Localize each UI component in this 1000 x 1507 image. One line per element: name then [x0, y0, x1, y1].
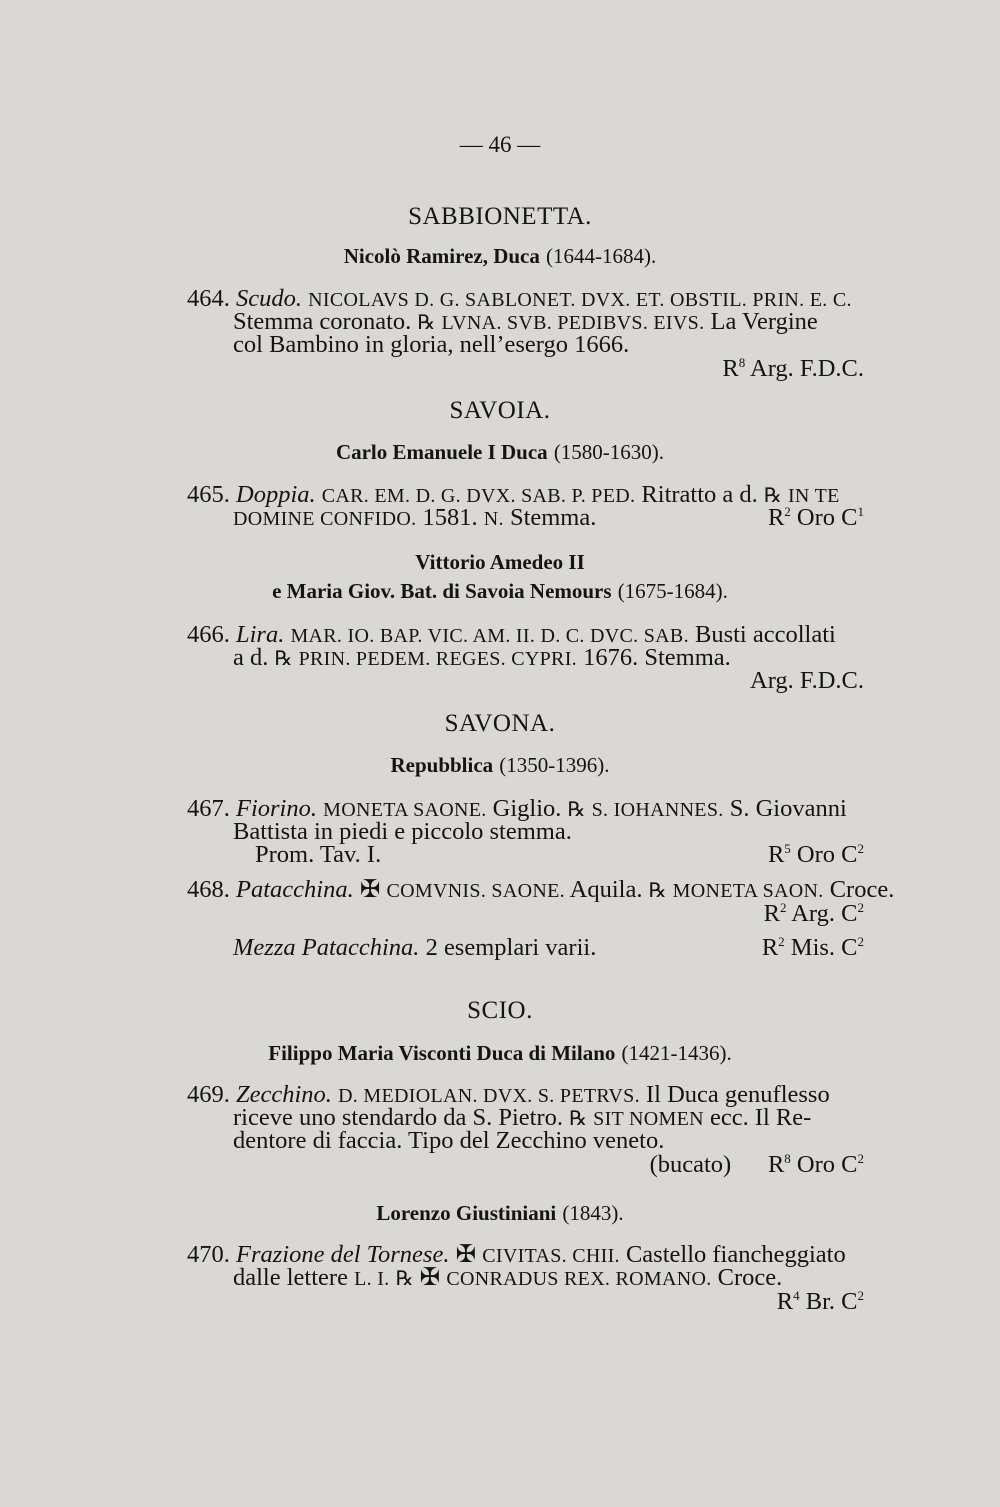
ruler-heading [0, 550, 1000, 575]
entry-rarity: $R^2$ Oro $C^1$ [767, 503, 864, 531]
section-heading: SAVOIA. [449, 397, 551, 424]
entry-line: col Bambino in gloria, nell’esergo 1666. [233, 331, 630, 358]
entry-line: Mezza Patacchina. 2 esemplari varii. [233, 934, 597, 961]
ruler-dates: (1675-1684). [617, 579, 728, 603]
ruler-dates: (1843). [562, 1201, 624, 1225]
ruler-name: Carlo Emanuele I Duca [335, 440, 548, 464]
entry-line: riceve uno stendardo da S. Pietro. ℞ SIT NOMEN ecc. Il Re- [233, 1104, 812, 1131]
entry-rarity: $R^2$ Arg. $C^2$ [763, 899, 864, 927]
entry-line: 465. Doppia. CAR. EM. D. G. DVX. SAB. P. PED. Ritratto a d. ℞ IN TE [187, 481, 840, 508]
entry-line: 466. Lira. MAR. IO. BAP. VIC. AM. II. D. C. DVC. SAB. Busti accollati [187, 621, 836, 648]
ruler-dates: (1580-1630). [553, 440, 665, 464]
section-heading: SAVONA. [444, 710, 556, 737]
ruler-name: Lorenzo Giustiniani [376, 1201, 557, 1225]
ruler-dates: (1644-1684). [546, 244, 657, 268]
entry-line: 468. Patacchina. ✠ COMVNIS. SAONE. Aquila. ℞ MONETA SAON. Croce. [187, 876, 895, 903]
entry-rarity: $R^2$ Mis. $C^2$ [761, 933, 864, 961]
ruler-heading [0, 244, 1000, 269]
entry-line: DOMINE CONFIDO. 1581. N. Stemma. [233, 504, 597, 531]
page-number: — 46 — [459, 132, 541, 157]
entry-line: 470. Frazione del Tornese. ✠ CIVITAS. CHII. Castello fiancheggiato [187, 1241, 846, 1268]
section-heading: SABBIONETTA. [408, 203, 592, 230]
section-heading: SCIO. [467, 997, 533, 1024]
entry-rarity: $R^4$ Br. $C^2$ [776, 1287, 864, 1315]
entry-line: 467. Fiorino. MONETA SAONE. Giglio. ℞ S. IOHANNES. S. Giovanni [187, 795, 847, 822]
entry-rarity: (bucato) $R^8$ Oro $C^2$ [649, 1150, 864, 1178]
entry-rarity: Arg. F.D.C. [750, 667, 864, 694]
entry-rarity: $R^5$ Oro $C^2$ [767, 840, 864, 868]
cross-icon: ✠ [359, 876, 381, 903]
ruler-name: Vittorio Amedeo II [415, 550, 585, 574]
entry-line: Battista in piedi e piccolo stemma. [233, 818, 572, 845]
entry-line: dalle lettere L. I. ℞ ✠ CONRADUS REX. ROMANO. Croce. [233, 1264, 783, 1291]
ruler-heading [0, 1041, 1000, 1066]
entry-line: 464. Scudo. NICOLAVS D. G. SABLONET. DVX. ET. OBSTIL. PRIN. E. C. [187, 285, 852, 312]
ruler-dates: (1350-1396). [499, 753, 610, 777]
entry-rarity: $R^8$ Arg. F.D.C. [722, 354, 864, 382]
ruler-dates: (1421-1436). [621, 1041, 732, 1065]
entry-line: Stemma coronato. ℞ LVNA. SVB. PEDIBVS. EIVS. La Vergine [233, 308, 818, 335]
entry-line: Prom. Tav. I. [255, 841, 382, 868]
ruler-name: Repubblica [390, 753, 494, 777]
ruler-name: Nicolò Ramirez, Duca [343, 244, 540, 268]
ruler-heading [0, 1201, 1000, 1226]
entry-line: 469. Zecchino. D. MEDIOLAN. DVX. S. PETRVS. Il Duca genuflesso [187, 1081, 830, 1108]
ruler-heading [0, 579, 1000, 604]
entry-line: a d. ℞ PRIN. PEDEM. REGES. CYPRI. 1676. Stemma. [233, 644, 731, 671]
cross-icon: ✠ [455, 1241, 477, 1268]
ruler-name-line2: e Maria Giov. Bat. di Savoia Nemours [272, 579, 612, 603]
entry-line: dentore di faccia. Tipo del Zecchino veneto. [233, 1127, 665, 1154]
ruler-heading [0, 440, 1000, 465]
cross-icon: ✠ [419, 1264, 441, 1291]
ruler-name: Filippo Maria Visconti Duca di Milano [268, 1041, 616, 1065]
ruler-heading [0, 753, 1000, 778]
